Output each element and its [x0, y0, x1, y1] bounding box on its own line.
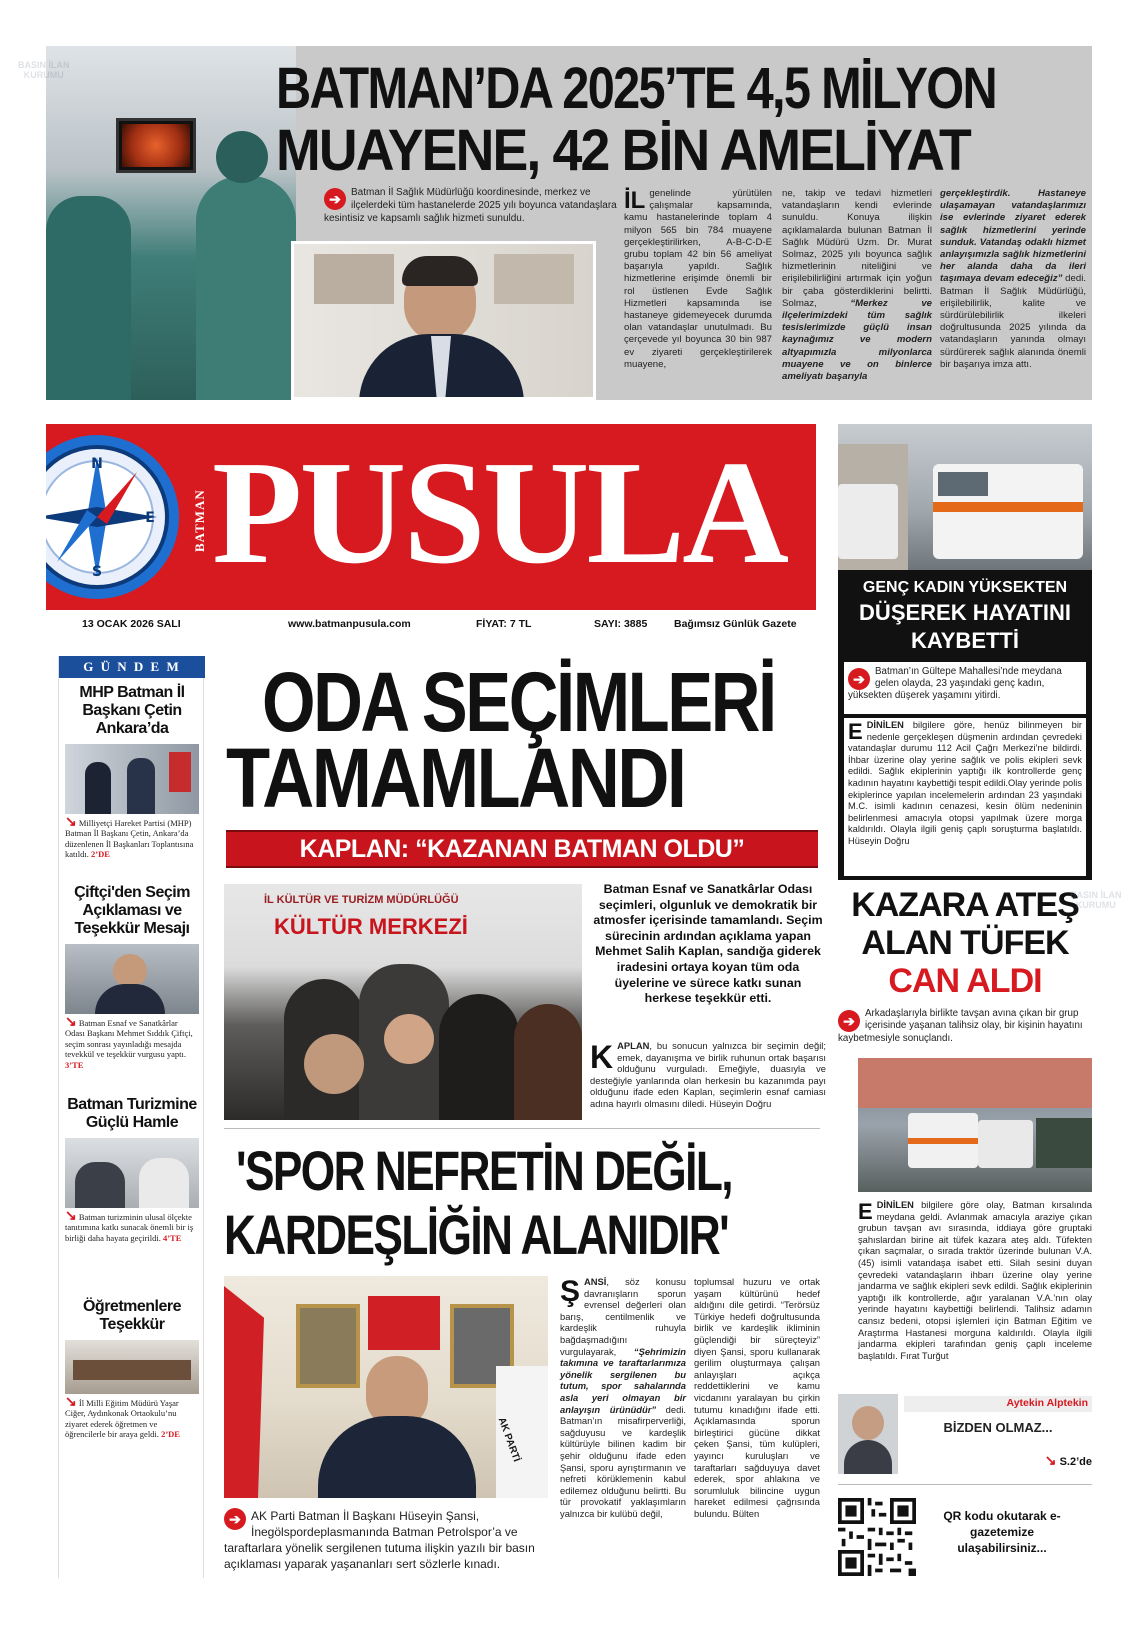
- photo-sign-1: İL KÜLTÜR VE TURİZM MÜDÜRLÜĞÜ: [264, 894, 459, 906]
- watermark-stamp: BASIN İLAN KURUMU: [18, 60, 70, 80]
- website-link[interactable]: www.batmanpusula.com: [288, 618, 411, 630]
- top-headline-1: BATMAN’DA 2025’TE 4,5 MİLYON: [276, 56, 997, 121]
- tourism-signing-photo: [65, 1138, 199, 1208]
- columnist-name: Aytekin Alptekin: [1006, 1397, 1088, 1409]
- surgery-photo: [46, 46, 296, 400]
- hospital-ambulance-photo: [858, 1058, 1092, 1192]
- gundem-item-1[interactable]: MHP Batman İl Başkanı Çetin Ankara’da ↘ Milliyetçi Hareket Partisi (MHP) Batman İl Başkanı Çetin, Ankara’da düzenlenen İl Başkanları Toplantısına katıldı. 2’DE: [65, 684, 199, 860]
- arrow-right-icon: ➔: [848, 668, 870, 690]
- spor-col-2: toplumsal huzuru ve ortak yaşam kültürünü hedef aldığını dile getirdi. “Terörsüz Türkiye hedefi doğrultusunda birlik ve kardeşlik ikliminin güçlendiği bir süreçteyiz” diyen Şansi, sporu kullanarak gerilim oluşturmaya çalışan anlayışları açıkça reddettiklerini ve kamu vicdanını yaralayan bu çirkin tutumu kınadığını ifade etti. Açıklamasında sporun birleştirici gücüne dikkat çeken Şansi, tüm kulüpleri, yayıncı kuruluşları ve taraftarları sağduyuya davet ederek, spor ahlakına ve sorumluluk bilincine uygun hareket edilmesi çağrısında bulundu. Bülten: [694, 1276, 820, 1519]
- director-portrait-photo: [291, 241, 596, 400]
- main-lead: Batman Esnaf ve Sanatkârlar Odası seçimleri, olgunluk ve demokratik bir atmosfer içerisinde tamamlandı. Seçim sürecinin ardından açıklama yapan Mehmet Salih Kaplan, sandığa giderek iradesini ortaya koyan tüm oda üyelerine ve sürece katkı sunan herkese teşekkür etti.: [593, 882, 823, 1006]
- issue-date: 13 OCAK 2026 SALI: [82, 618, 181, 630]
- qr-text: QR kodu okutarak e-gazetemize ulaşabilirsiniz...: [943, 1509, 1061, 1555]
- divider: [838, 1484, 1092, 1485]
- main-subhead: KAPLAN: “KAZANAN BATMAN OLDU”: [299, 835, 745, 863]
- arrow-right-icon: ➔: [224, 1508, 246, 1530]
- rs1-title-1: GENÇ KADIN YÜKSEKTEN: [862, 579, 1068, 596]
- compass-e-label: E: [145, 510, 155, 526]
- watermark-stamp: BASIN İLAN KURUMU: [1070, 890, 1122, 910]
- compass-icon: [46, 432, 182, 602]
- arrow-icon: ↘: [1044, 1452, 1057, 1468]
- rs1-title-2: DÜŞEREK HAYATINI: [859, 600, 1071, 625]
- compass-n-label: N: [91, 456, 103, 472]
- sansi-office-photo: [224, 1276, 548, 1498]
- issue-number: SAYI: 3885: [594, 618, 648, 630]
- classroom-photo: [65, 1340, 199, 1394]
- rs2-summary: ➔ Arkadaşlarıyla birlikte tavşan avına çıkan bir grup içerisinde yaşanan talihsiz olay, bir kişinin hayatını kaybetmesiyle sonuçlandı.: [838, 1008, 1083, 1044]
- top-col-3: gerçekleştirdik. Hastaneye ulaşamayan vatandaşlarımızı ise evlerinde ziyaret ederek sağlık hizmetlerini yerinde sunduk. Vatandaş odaklı hizmet anlayışımızla sağlık hizmetlerini her alanda daha da ileri taşımaya devam edeceğiz” dedi. Batman İl Sağlık Müdürlüğü, erişilebilirlik, kalite ve sürdürülebilirlik ilkeleri doğrultusunda 2025 yılında da vatandaşların yanında olmayı sürdürerek sağlık alanında önemli bir başarıya imza attı.: [940, 188, 1086, 370]
- main-headline-2: TAMAMLANDI: [226, 731, 685, 825]
- photo-ak-parti-tag: AK PARTİ: [495, 1416, 522, 1464]
- masthead-info-bar: [46, 614, 816, 634]
- mhp-meeting-photo: [65, 744, 199, 814]
- rs2-body: EDİNİLEN bilgilere göre olay, Batman kırsalında meydana geldi. Avlanmak amacıyla araziye çıkan grubun tavşan avı sırasında, iddiaya göre gruptaki şahıslardan birine ait tüfek kazara ateş aldı. Tüfekten çıkan saçmalar, o sırada traktör üzerinde bulunan V.A. (45) isimli vatandaşa isabet etti. Silah sesini duyan çevredeki vatandaşların ihbarı üzerine olay yerine jandarma ve sağlık ekipleri sevk edildi. Sağlık ekiplerinin yaptığı ilk kontrollerde, ağır yaralanan V.A.’nın olay yerinde hayatını kaybettiği belirlendi. Talihsiz adamın cansız bedeni, otopsi işlemleri için Batman Eğitim ve Araştırma Hastanesi morguna kaldırıldı. Olayla ilgili jandarma ekipleri tarafından geniş çaplı inceleme başlatıldı. Fırat Turğut: [858, 1199, 1092, 1361]
- columnist-name-bar: [904, 1396, 1092, 1412]
- issue-price: FİYAT: 7 TL: [476, 618, 532, 630]
- divider: [224, 1128, 820, 1129]
- arrow-icon: ↘: [65, 1395, 77, 1410]
- arrow-right-icon: ➔: [324, 188, 346, 210]
- spor-headline-2: KARDEŞLİĞİN ALANIDIR': [224, 1203, 729, 1266]
- right-story-1[interactable]: [838, 424, 1092, 880]
- main-headline-1: ODA SEÇİMLERİ: [262, 655, 775, 749]
- gundem-header: G Ü N D E M: [59, 656, 205, 678]
- top-story[interactable]: [46, 46, 1092, 400]
- gundem-item-title: Öğretmenlere Teşekkür: [82, 1298, 182, 1333]
- spor-headline-1: 'SPOR NEFRETİN DEĞİL,: [236, 1139, 732, 1202]
- ciftci-portrait-photo: [65, 944, 199, 1014]
- spor-col-1: ŞANSİ, söz konusu davranışların sporun evrensel değerleri olan barış, centilmenlik ve kardeşlik ruhuyla bağdaşmadığını vurgulayarak, “Şehrimizin takımına ve taraftarlarımıza yönelik sergilenen bu tutum, spor sahalarında asla yeri olmayan bir anlayışın ürünüdür” dedi. Batman’ın misafirperverliği, sağduyusu ve kardeşlik kültürüyle bilinen kadim bir şehir olduğunu ifade eden Şansi, sporu ayrıştırmanın ve nefreti körüklemenin kabul edilemez olduğunu belirtti. Bu tür provokatif yaklaşımların yalnızca bir kulübü değil,: [560, 1275, 687, 1519]
- rs1-title-3: KAYBETTİ: [911, 628, 1019, 653]
- ambulance-photo: [838, 424, 1092, 570]
- rs2-title-3: CAN ALDI: [888, 962, 1042, 1000]
- top-col-1: İL genelinde yürütülen çalışmalar kapsamında, kamu hastanelerinde toplam 4 milyon 565 bin 784 muayene gerçekleştirilirken, A-B-C-D-E grubu toplam 42 bin 56 ameliyat başarıyla yapıldı. Sağlık hizmetlerine erişimde önemli bir rol üstlenen Evde Sağlık Hizmetleri kapsamında ise hastaneye gidemeyecek durumda olan vatandaşlar unutulmadı. Bu çerçevede yıl boyunca 30 bin 987 ev ziyareti gerçekleştirilerek muayene,: [624, 187, 772, 370]
- compass-s-label: S: [91, 564, 103, 580]
- rs2-title-1: KAZARA ATEŞ: [851, 886, 1079, 924]
- gundem-item-2[interactable]: Çiftçi'den Seçim Açıklaması ve Teşekkür Mesajı ↘ Batman Esnaf ve Sanatkârlar Odası Başkanı Mehmet Sıddık Çiftçi, seçim sonrası yayınladığı mesajda tevekkül ve teşekkür vurgusu yaptı. 3’TE: [65, 884, 199, 1070]
- rs1-body: EDİNİLEN bilgilere göre, henüz bilinmeyen bir nedenle gerçekleşen düşmenin ardından çevredeki vatandaşlar durumu 112 Acil Çağrı Merkezi’ne bildirdi. İhbar üzerine olay yerine sağlık ve polis ekipleri sevk edildi. Sağlık ekiplerinin yaptığı ilk kontrollerde genç kadının hayatını kaybettiği tespit edildi.Olay yerinde polis ekiplerince yapılan incelemelerin ardından 23 yaşındaki M.C. isimli kadının cenazesi, kesin ölüm nedeninin belirlenmesi amacıyla otopsi yapılmak üzere morga kaldırıldı. Olayla ilgili geniş çaplı soruşturma başlatıldı. Hüseyin Doğru: [844, 718, 1086, 876]
- gundem-item-title: Çiftçi'den Seçim Açıklaması ve Teşekkür Mesajı: [74, 884, 190, 937]
- gundem-item-title: Batman Turizmine Güçlü Hamle: [67, 1096, 197, 1131]
- tagline: Bağımsız Günlük Gazete: [674, 618, 797, 630]
- masthead: [46, 424, 816, 610]
- election-crowd-photo: [224, 884, 582, 1120]
- top-col-2: ne, takip ve tedavi hizmetleri vatandaşların kendi evlerinde sunuldu. Konuya ilişkin açıklamalarda bulunan Batman İl Sağlık Müdürü Uzm. Dr. Murat Solmaz, 2025 yılı boyunca sağlık hizmetlerinin niteliğini ve erişilebilirliğini artırmak için yoğun bir çaba gösterdiklerini belirtti. Solmaz, “Merkez ve ilçelerimizdeki tüm sağlık tesislerimizde güçlü insan kaynağımız ve modern altyapımızla milyonlarca muayene ve on binlerce ameliyatı başarıyla: [782, 188, 932, 383]
- qr-code-icon[interactable]: [838, 1498, 916, 1576]
- columnist-photo: [838, 1394, 898, 1474]
- masthead-city: BATMAN: [192, 489, 207, 552]
- top-dropcap: İL: [624, 187, 646, 214]
- rs2-title-2: ALAN TÜFEK: [861, 924, 1069, 962]
- top-summary: ➔ Batman İl Sağlık Müdürlüğü koordinesinde, merkez ve ilçelerdeki tüm hastanelerde 2025 yılı boyunca vatandaşlara kesintisiz ve kapsamlı sağlık hizmeti sunuldu.: [324, 187, 617, 224]
- spor-summary: ➔ AK Parti Batman İl Başkanı Hüseyin Şansi, İnegölspordeplasmanında Batman Petrolspor’a ve taraftarlara yönelik sergilenen tutuma ilişkin yazılı bir basın açıklaması yaparak yaşananları sert sözlerle kınadı.: [224, 1509, 535, 1571]
- masthead-name: PUSULA: [212, 431, 787, 595]
- photo-sign-2: KÜLTÜR MERKEZİ: [274, 914, 468, 939]
- top-headline-2: MUAYENE, 42 BİN AMELİYAT: [276, 118, 970, 183]
- arrow-icon: ↘: [65, 1209, 77, 1224]
- columnist-title: BİZDEN OLMAZ...: [943, 1420, 1053, 1435]
- gundem-item-4[interactable]: Öğretmenlere Teşekkür ↘ İl Milli Eğitim Müdürü Yaşar Ciğer, Aydınkonak Ortaokulu’nu ziyaret ederek öğretmen ve öğrencilerle bir araya geldi. 2’DE: [65, 1298, 199, 1440]
- columnist-ref: ↘ S.2’de: [1044, 1452, 1092, 1468]
- gundem-item-title: MHP Batman İl Başkanı Çetin Ankara’da: [79, 684, 185, 737]
- gundem-sidebar: [58, 656, 204, 1578]
- arrow-right-icon: ➔: [838, 1010, 860, 1032]
- gundem-item-3[interactable]: Batman Turizmine Güçlü Hamle ↘ Batman turizminin ulusal ölçekte tanıtımına katkı sunacak önemli bir iş birliği daha hayata geçirildi. 4’TE: [65, 1096, 199, 1243]
- columnist-box[interactable]: [838, 1394, 1092, 1474]
- main-body: KAPLAN, bu sonucun yalnızca bir seçimin değil; emek, dayanışma ve birlik ruhunun ortak başarısı olduğunu vurguladı. Emeğiyle, duasıyla ve desteğiyle yanlarında olan herkesin bu kazanımda payı olduğunu ifade eden Kaplan, seçimlerin esnaf camiası adına hayırlı olmasını diledi. Hüseyin Doğru: [590, 1039, 826, 1109]
- rs1-summary-box: ➔ Batman’ın Gültepe Mahallesi’nde meydana gelen olayda, 23 yaşındaki genç kadın, yüksekten düşerek yaşamını yitirdi.: [844, 662, 1086, 714]
- main-subhead-bar: [226, 830, 818, 868]
- arrow-icon: ↘: [65, 1015, 77, 1030]
- arrow-icon: ↘: [65, 815, 77, 830]
